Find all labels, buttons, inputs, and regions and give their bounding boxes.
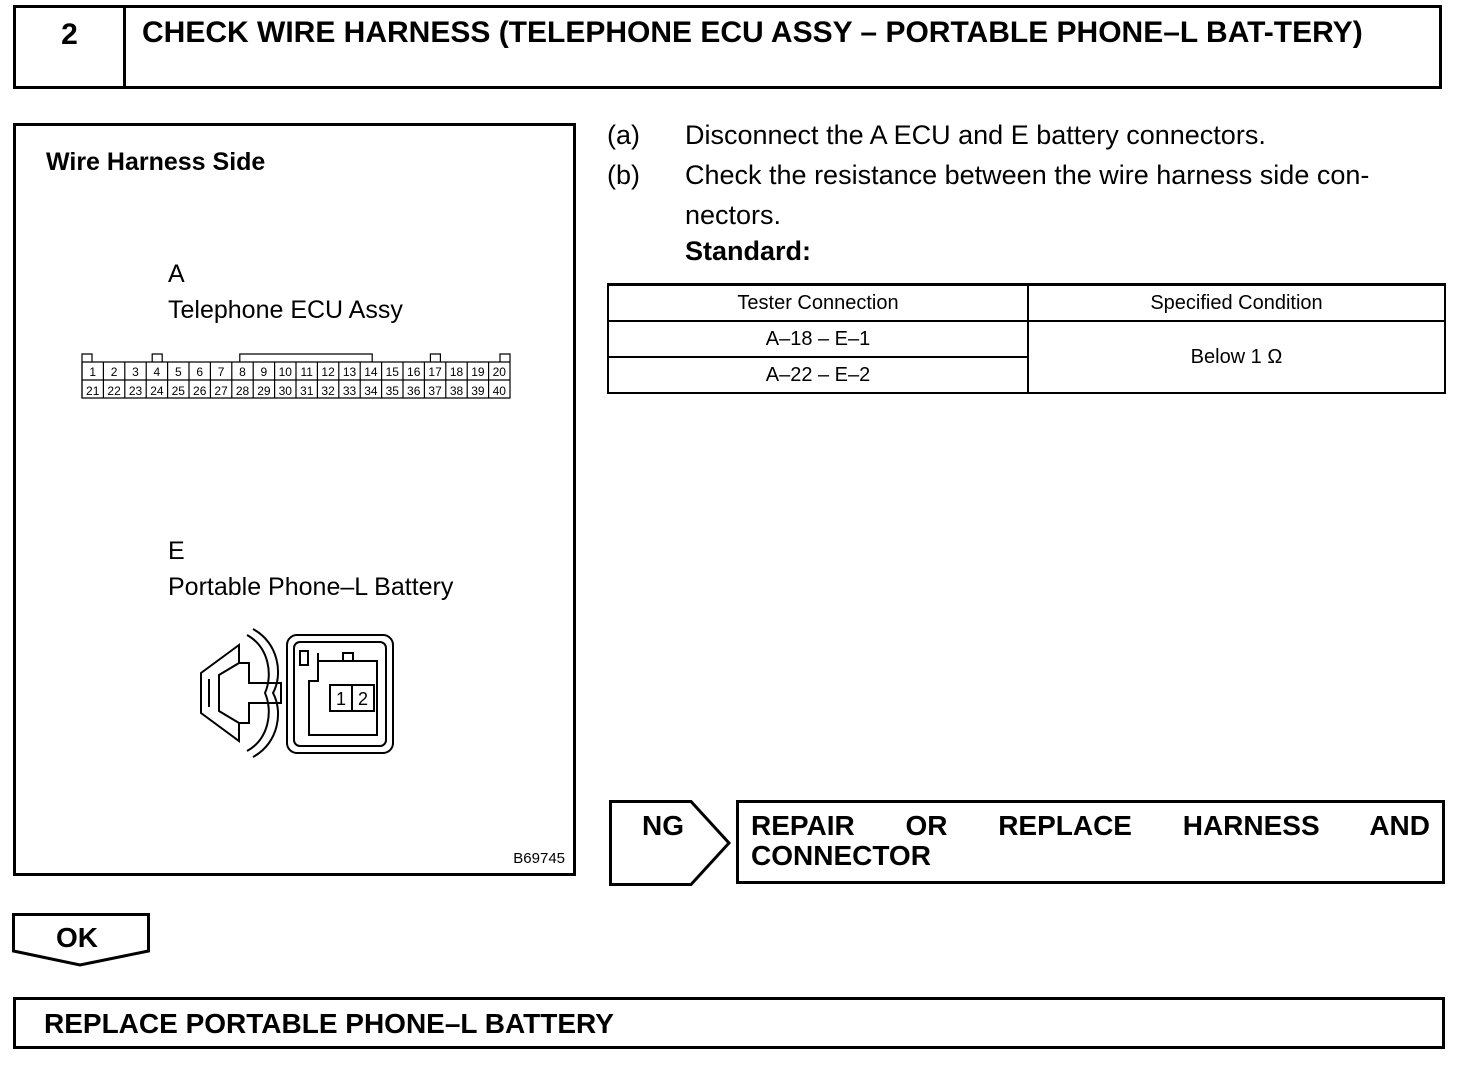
step-b-text: Check the resistance between the wire harness side con-nectors. — [685, 160, 1370, 230]
spec-table — [607, 283, 1446, 394]
final-action-box — [13, 997, 1445, 1049]
pin-label: 12 — [321, 365, 335, 379]
pin-label: 19 — [471, 365, 485, 379]
pin-label: 21 — [86, 384, 100, 398]
pin-label: 16 — [407, 365, 421, 379]
pin-label: 39 — [471, 384, 485, 398]
pin-label: 1 — [89, 365, 97, 379]
connector-a-name: Telephone ECU Assy — [168, 296, 403, 324]
pin-label: 23 — [128, 384, 143, 398]
pin-label: 38 — [449, 384, 464, 398]
pin-label: 26 — [193, 384, 207, 398]
pin-label: 33 — [342, 384, 357, 398]
specified-condition-cell: Below 1 Ω — [1028, 321, 1445, 393]
pin-label: 24 — [150, 384, 164, 398]
ng-label: NG — [642, 810, 684, 841]
pin-label: 4 — [153, 365, 161, 379]
pin-label: 37 — [428, 384, 442, 398]
step-a-text: Disconnect the A ECU and E battery connectors. — [685, 120, 1266, 150]
step-title: CHECK WIRE HARNESS (TELEPHONE ECU ASSY – PORTABLE PHONE–L BAT-TERY) — [142, 16, 1363, 49]
connector-a-pinout — [76, 346, 521, 408]
pin-label: 35 — [385, 384, 399, 398]
pin-label: 2 — [357, 689, 369, 709]
figure-code: B69745 — [513, 850, 565, 867]
pin-label: 8 — [239, 365, 246, 379]
pin-label: 17 — [428, 365, 442, 379]
pin-label: 10 — [278, 365, 292, 379]
pin-label: 25 — [171, 384, 185, 398]
tester-connection-cell: A–18 – E–1 — [608, 321, 1028, 357]
pin-label: 2 — [110, 365, 118, 379]
pin-label: 3 — [132, 365, 139, 379]
pin-label: 6 — [196, 365, 204, 379]
header-specified-condition: Specified Condition — [1028, 285, 1445, 322]
final-action-text: REPLACE PORTABLE PHONE–L BATTERY — [44, 1008, 614, 1039]
pin-label: 40 — [492, 384, 506, 398]
pin-label: 1 — [335, 689, 347, 709]
step-b-mark: (b) — [607, 160, 640, 190]
pin-label: 11 — [300, 365, 313, 379]
table-row — [608, 321, 1445, 357]
tester-connection-cell: A–22 – E–2 — [608, 357, 1028, 393]
connector-e-drawing — [191, 623, 401, 763]
connector-a-letter: A — [168, 260, 185, 288]
wire-harness-diagram — [13, 123, 576, 876]
pin-label: 14 — [364, 365, 378, 379]
connector-e-name: Portable Phone–L Battery — [168, 573, 454, 601]
pin-label: 32 — [321, 384, 335, 398]
pin-label: 36 — [407, 384, 421, 398]
ng-action-box — [736, 800, 1445, 884]
ok-label: OK — [56, 922, 98, 953]
step-header — [13, 5, 1442, 89]
pin-label: 15 — [385, 365, 399, 379]
ng-action-text: REPAIR OR REPLACE HARNESS AND CONNECTOR — [751, 810, 1430, 871]
pin-label: 28 — [235, 384, 250, 398]
table-header-row — [608, 285, 1445, 322]
pin-label: 5 — [174, 365, 182, 379]
standard-label: Standard: — [685, 236, 812, 266]
pin-label: 18 — [449, 365, 464, 379]
pin-label: 27 — [214, 384, 228, 398]
pin-label: 34 — [364, 384, 378, 398]
pin-label: 29 — [257, 384, 271, 398]
step-a-mark: (a) — [607, 120, 640, 150]
step-number: 2 — [16, 8, 126, 86]
header-tester-connection: Tester Connection — [608, 285, 1028, 322]
pin-label: 30 — [278, 384, 292, 398]
connector-e-letter: E — [168, 537, 185, 565]
diagram-heading: Wire Harness Side — [46, 148, 266, 176]
pin-label: 22 — [107, 384, 121, 398]
pin-label: 9 — [260, 365, 268, 379]
pin-label: 13 — [342, 365, 357, 379]
pin-label: 7 — [217, 365, 225, 379]
pin-label: 31 — [300, 384, 314, 398]
pin-label: 20 — [492, 365, 506, 379]
